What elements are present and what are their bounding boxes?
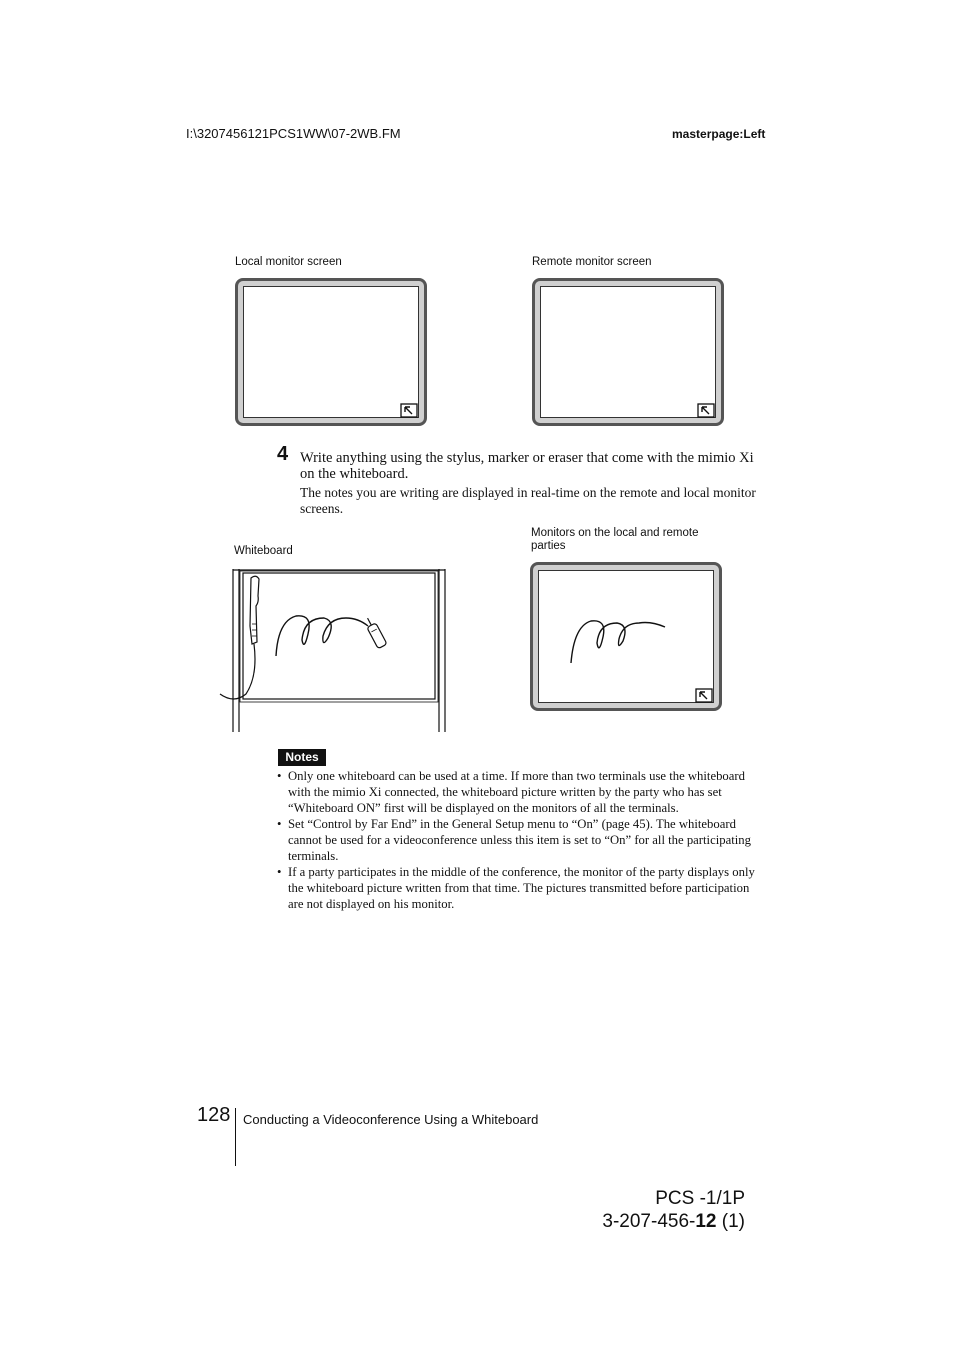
model-number-suffix: (1) — [716, 1211, 745, 1232]
page-number: 128 — [197, 1104, 231, 1126]
model-number-prefix: 3-207-456- — [602, 1211, 696, 1232]
model-line-2 — [600, 1210, 745, 1233]
whiteboard-pen-icon — [697, 403, 715, 419]
remote-monitor — [532, 278, 724, 426]
note-item: • If a party participates in the middle of the conference, the monitor of the party displays only the whiteboard picture written from that time. The pictures transmitted before participation are not displayed on his monitor. — [276, 864, 756, 912]
notes-list — [276, 768, 756, 912]
footer-divider — [235, 1108, 236, 1166]
remote-monitor-screen — [540, 286, 716, 418]
local-monitor-caption: Local monitor screen — [235, 256, 342, 268]
model-line-1: PCS -1/1P — [655, 1188, 745, 1209]
whiteboard-drawing — [539, 571, 717, 706]
file-path: I:\3207456121PCS1WW\07-2WB.FM — [186, 126, 401, 141]
section-title: Conducting a Videoconference Using a Whiteboard — [243, 1112, 539, 1127]
note-item: • Only one whiteboard can be used at a time. If more than two terminals use the whiteboard with the mimio Xi connected, the whiteboard picture written by the party who has set “Whiteboard ON” first will be displayed on the monitors of all the terminals. — [276, 768, 756, 816]
masterpage-label: masterpage:Left — [672, 127, 766, 141]
remote-monitor-caption: Remote monitor screen — [532, 256, 652, 268]
monitor-screen — [538, 570, 714, 703]
local-remote-monitor — [530, 562, 722, 711]
local-monitor-screen — [243, 286, 419, 418]
model-code — [600, 1187, 745, 1233]
step-instruction: Write anything using the stylus, marker or eraser that come with the mimio Xi on the whiteboard. — [300, 450, 754, 482]
whiteboard-pen-icon — [695, 688, 713, 704]
monitors-caption: Monitors on the local and remote parties — [531, 527, 699, 552]
step-number: 4 — [277, 443, 289, 465]
whiteboard-caption: Whiteboard — [234, 545, 293, 557]
note-item: • Set “Control by Far End” in the General Setup menu to “On” (page 45). The whiteboard cannot be used for a videoconference unless this item is set to “On” for all the participating terminals. — [276, 816, 756, 864]
local-monitor — [235, 278, 427, 426]
model-number-bold: 12 — [695, 1211, 717, 1232]
step-description: The notes you are writing are displayed in real-time on the remote and local monitor screens. — [300, 485, 756, 516]
whiteboard-illustration — [218, 566, 452, 736]
notes-label: Notes — [278, 749, 326, 766]
whiteboard-pen-icon — [400, 403, 418, 419]
